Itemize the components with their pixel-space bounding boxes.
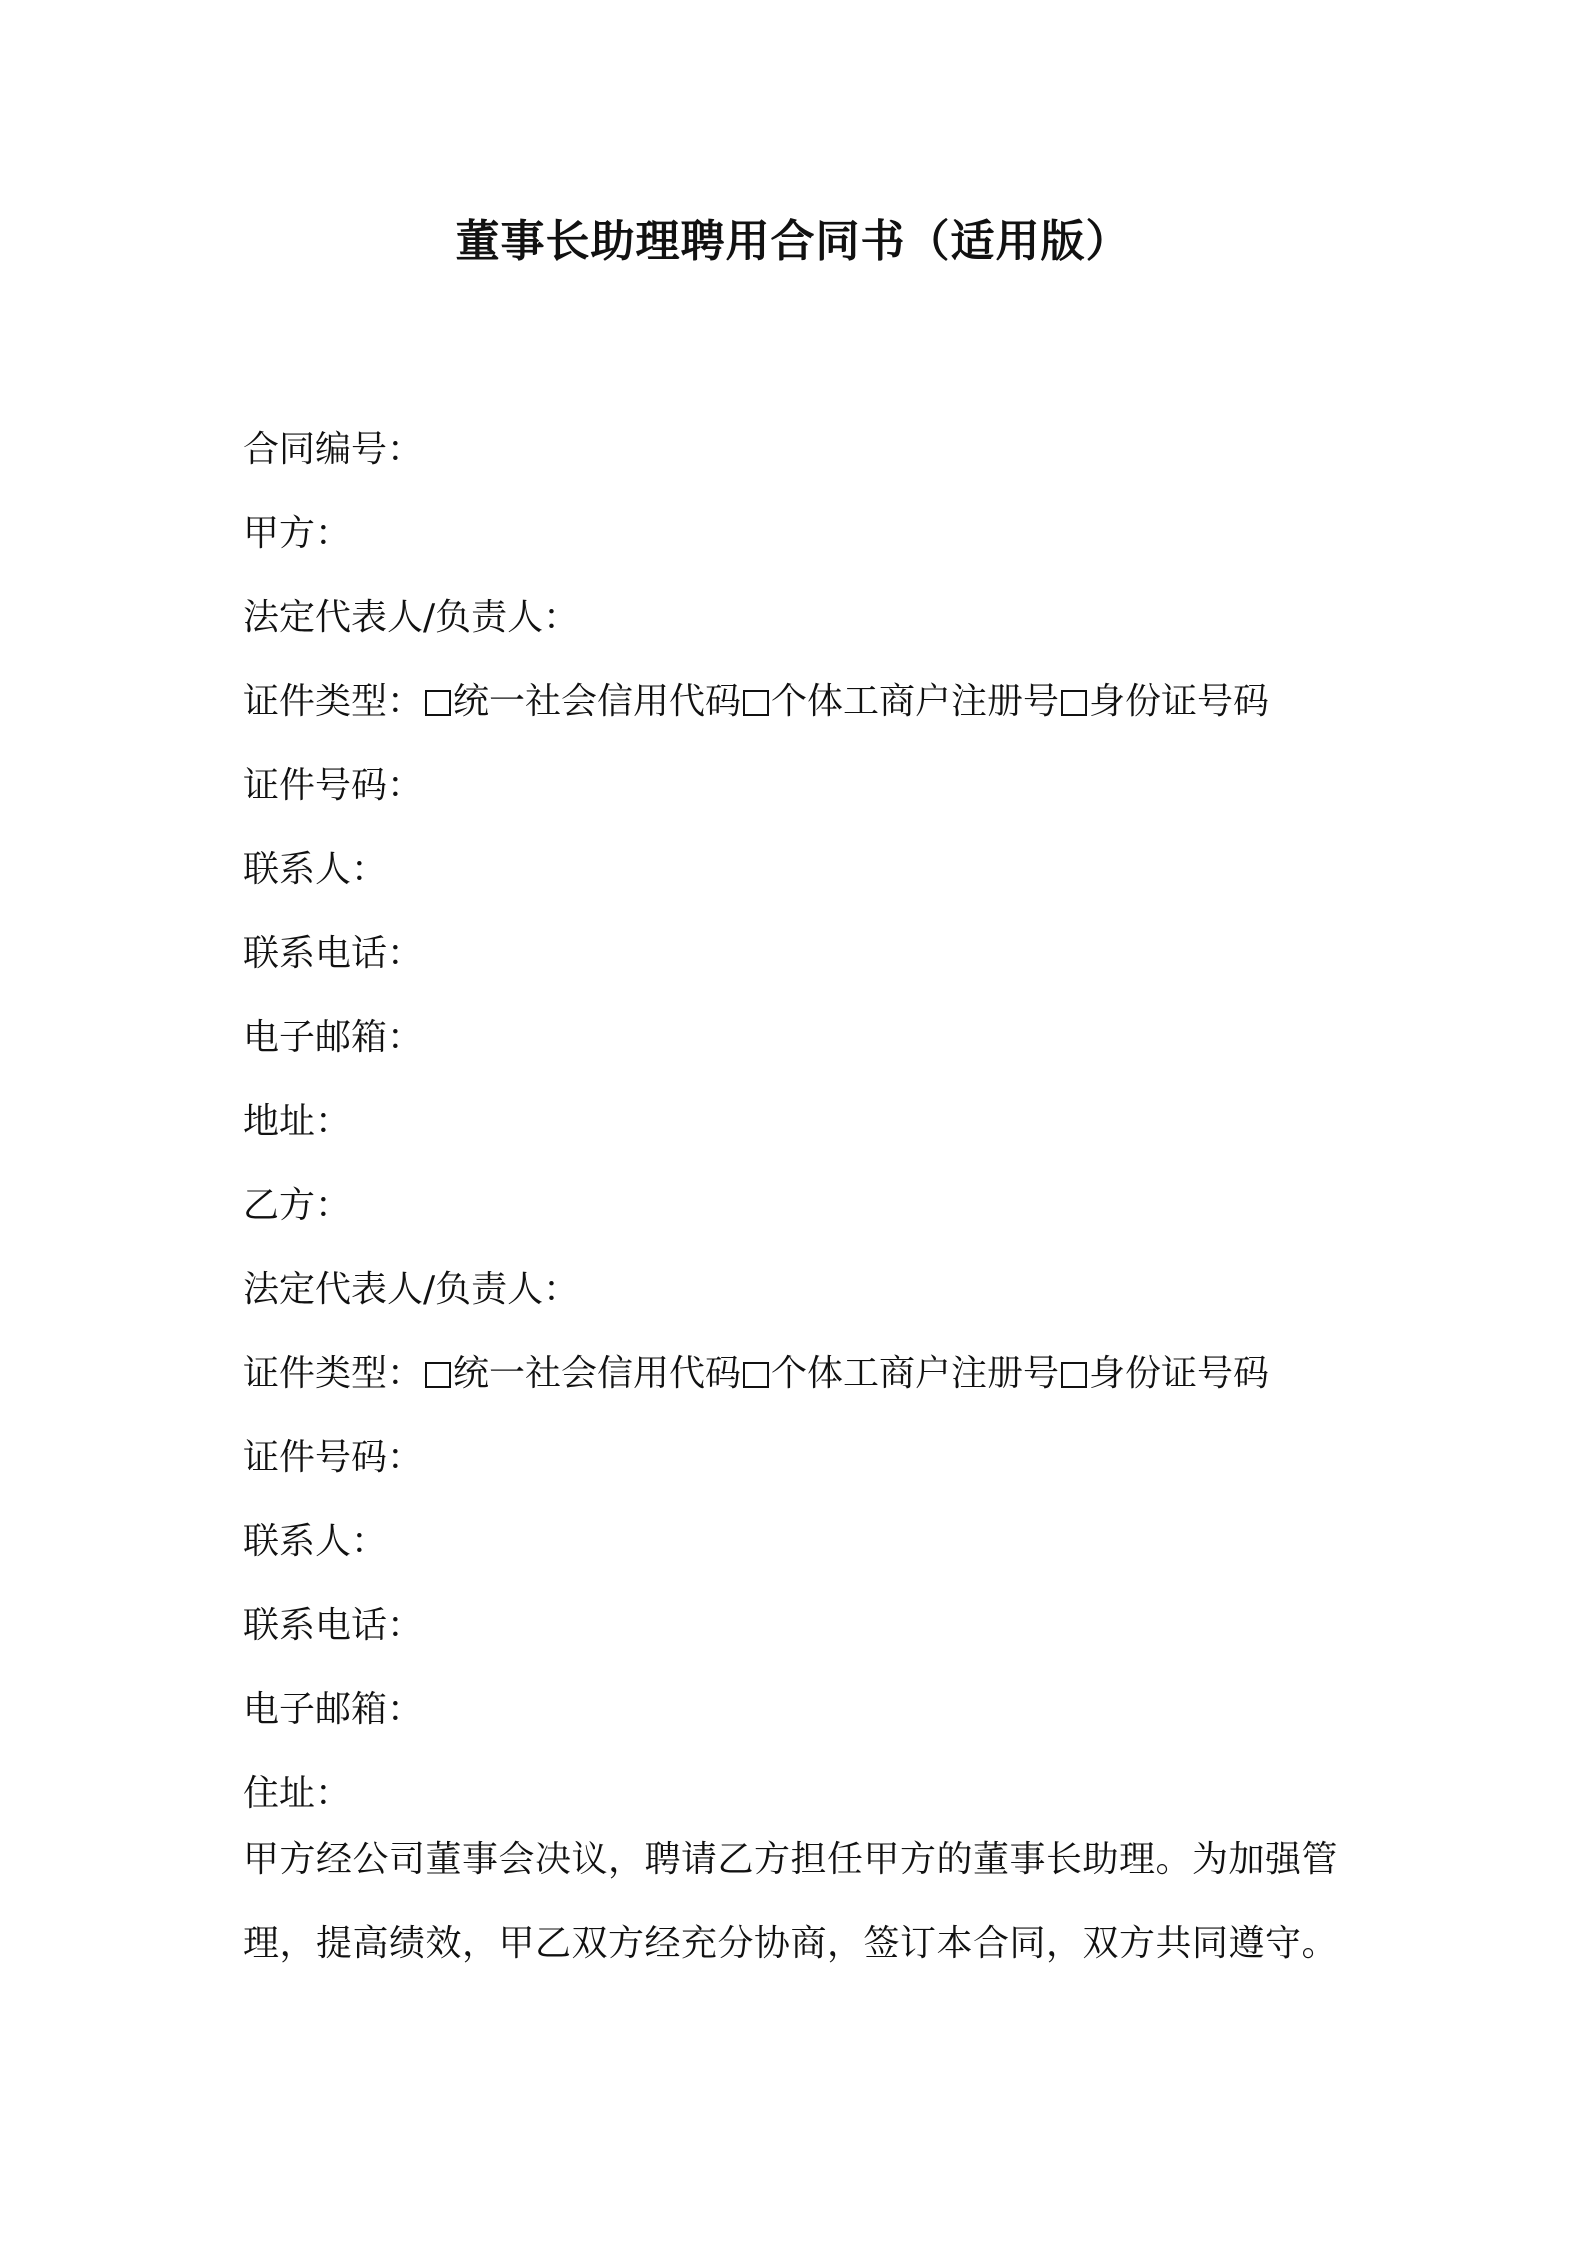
party-a-cert-type-field bbox=[243, 660, 1363, 744]
document-title: 董事长助理聘用合同书（适用版） bbox=[455, 216, 1131, 267]
party-b-label: 乙方： bbox=[243, 1185, 352, 1226]
party-a-email-field bbox=[243, 996, 1363, 1080]
party-fields bbox=[243, 408, 1363, 1836]
party-a-label: 甲方： bbox=[243, 513, 352, 554]
party-b-email-label: 电子邮箱： bbox=[243, 1689, 424, 1730]
party-b-legal-rep-field bbox=[243, 1248, 1363, 1332]
party-b-contact-label: 联系人： bbox=[243, 1521, 388, 1562]
checkbox-icon[interactable] bbox=[425, 690, 451, 716]
party-a-cert-type-label: 证件类型： bbox=[243, 681, 424, 722]
party-b-field bbox=[243, 1164, 1363, 1248]
checkbox-icon[interactable] bbox=[743, 690, 769, 716]
party-a-email-label: 电子邮箱： bbox=[243, 1017, 424, 1058]
party-b-phone-label: 联系电话： bbox=[243, 1605, 424, 1646]
party-b-cert-option-id-card[interactable]: 身份证号码 bbox=[1059, 1353, 1269, 1394]
party-a-phone-label: 联系电话： bbox=[243, 933, 424, 974]
party-a-cert-option-business-reg[interactable]: 个体工商户注册号 bbox=[741, 681, 1059, 722]
preamble-paragraph bbox=[243, 1818, 1363, 1986]
party-b-legal-rep-label: 法定代表人/负责人： bbox=[243, 1269, 580, 1310]
party-b-cert-type-field bbox=[243, 1332, 1363, 1416]
party-a-contact-field bbox=[243, 828, 1363, 912]
checkbox-icon[interactable] bbox=[1061, 1362, 1087, 1388]
party-b-email-field bbox=[243, 1668, 1363, 1752]
party-b-cert-type-label: 证件类型： bbox=[243, 1353, 424, 1394]
checkbox-icon[interactable] bbox=[743, 1362, 769, 1388]
party-b-cert-option-credit-code[interactable]: 统一社会信用代码 bbox=[423, 1353, 741, 1394]
party-a-cert-option-credit-code[interactable]: 统一社会信用代码 bbox=[423, 681, 741, 722]
checkbox-icon[interactable] bbox=[425, 1362, 451, 1388]
party-a-legal-rep-label: 法定代表人/负责人： bbox=[243, 597, 580, 638]
contract-number-field bbox=[243, 408, 1363, 492]
party-a-address-field bbox=[243, 1080, 1363, 1164]
party-a-contact-label: 联系人： bbox=[243, 849, 388, 890]
preamble-line: 理，提高绩效，甲乙双方经充分协商，签订本合同，双方共同遵守。 bbox=[243, 1923, 1339, 1964]
party-a-legal-rep-field bbox=[243, 576, 1363, 660]
contract-number-label: 合同编号： bbox=[243, 429, 424, 470]
party-b-contact-field bbox=[243, 1500, 1363, 1584]
party-a-phone-field bbox=[243, 912, 1363, 996]
party-a-address-label: 地址： bbox=[243, 1101, 352, 1142]
party-b-cert-number-field bbox=[243, 1416, 1363, 1500]
party-a-field bbox=[243, 492, 1363, 576]
party-b-phone-field bbox=[243, 1584, 1363, 1668]
party-a-cert-option-id-card[interactable]: 身份证号码 bbox=[1059, 681, 1269, 722]
party-a-cert-number-field bbox=[243, 744, 1363, 828]
party-a-cert-number-label: 证件号码： bbox=[243, 765, 424, 806]
party-b-address-label: 住址： bbox=[243, 1773, 352, 1814]
checkbox-icon[interactable] bbox=[1061, 690, 1087, 716]
party-b-cert-option-business-reg[interactable]: 个体工商户注册号 bbox=[741, 1353, 1059, 1394]
preamble-line: 甲方经公司董事会决议，聘请乙方担任甲方的董事长助理。为加强管 bbox=[243, 1839, 1339, 1880]
party-b-cert-number-label: 证件号码： bbox=[243, 1437, 424, 1478]
